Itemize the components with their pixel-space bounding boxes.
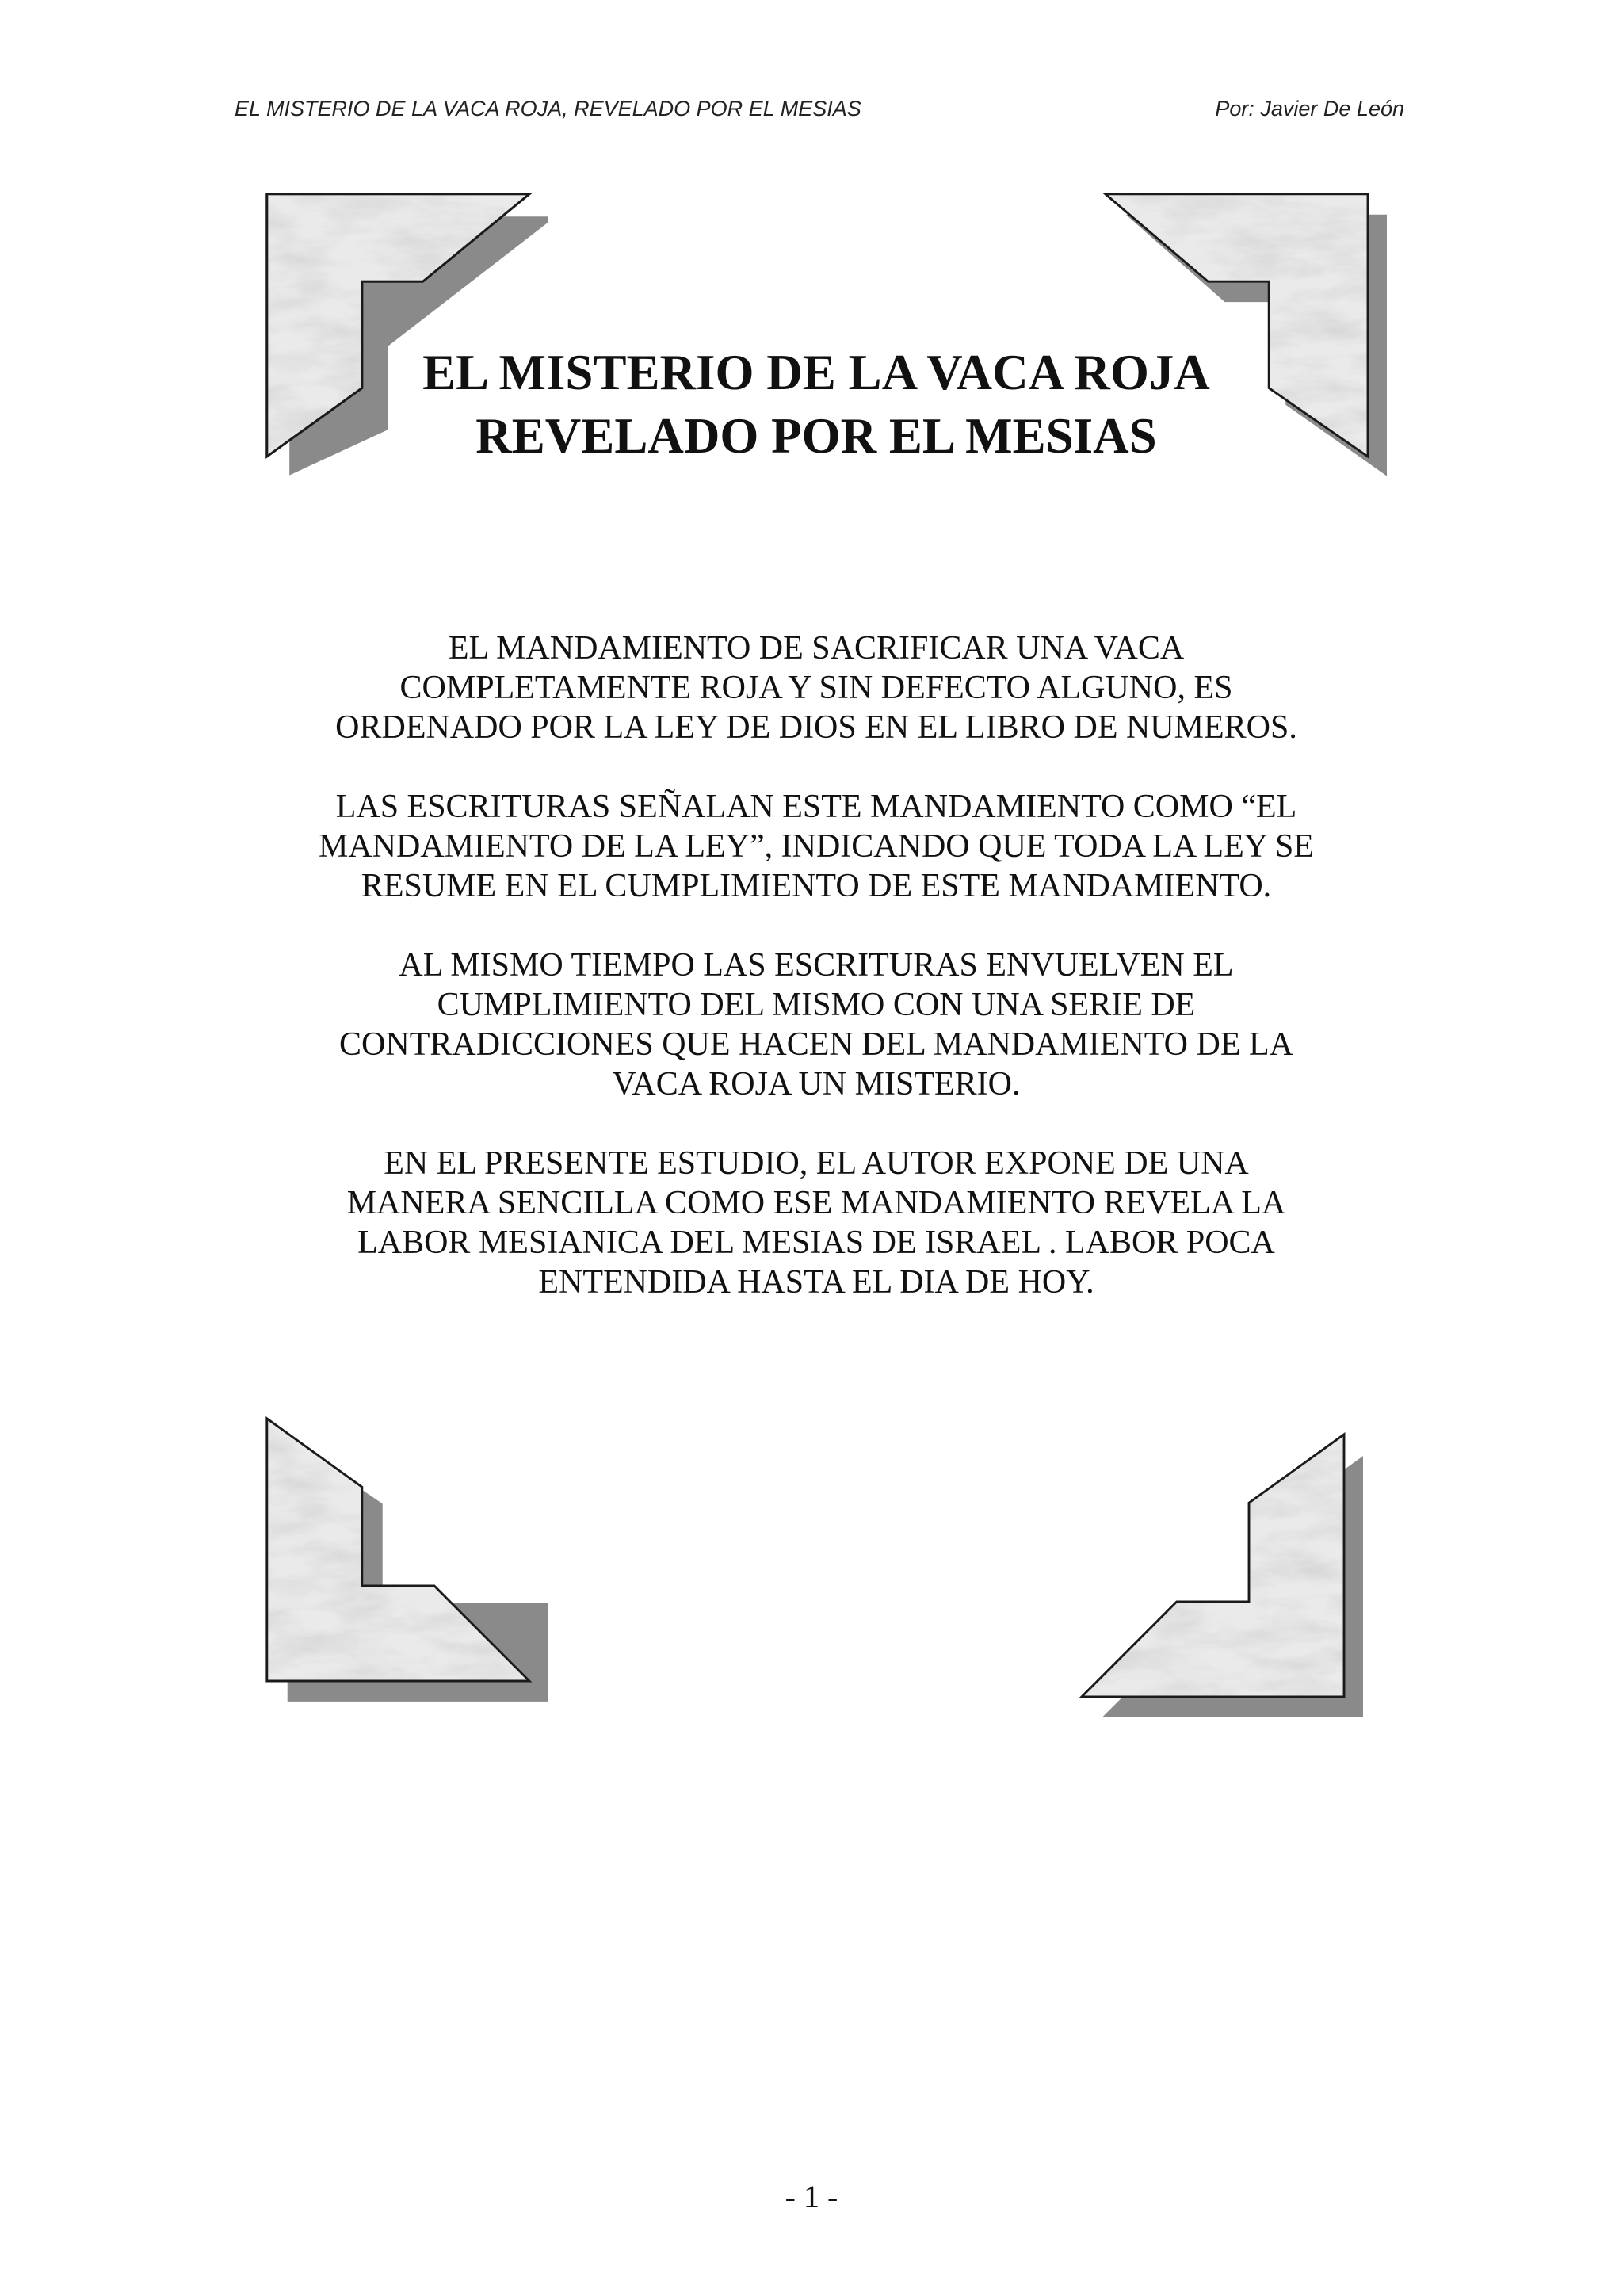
marble-corner-bracket-icon (263, 1415, 548, 1708)
header-document-title: EL MISTERIO DE LA VACA ROJA, REVELADO POR EL MESIAS (235, 97, 861, 120)
paragraph: LAS ESCRITURAS SEÑALAN ESTE MANDAMIENTO COMO “EL MANDAMIENTO DE LA LEY”, INDICANDO QUE TODA LA LEY SE RESUME EN EL CUMPLIMIENTO DE ESTE MANDAMIENTO. (318, 789, 1315, 904)
paragraph: EL MANDAMIENTO DE SACRIFICAR UNA VACA COMPLETAMENTE ROJA Y SIN DEFECTO ALGUNO, ES ORDENADO POR LA LEY DE DIOS EN EL LIBRO DE NUMEROS. (335, 630, 1297, 746)
abstract-text (317, 628, 1316, 1342)
title-line-2: REVELADO POR EL MESIAS (475, 408, 1157, 464)
page-number: - 1 - (785, 2179, 838, 2214)
page-title (349, 341, 1284, 468)
title-line-1: EL MISTERIO DE LA VACA ROJA (422, 345, 1210, 400)
paragraph: AL MISMO TIEMPO LAS ESCRITURAS ENVUELVEN EL CUMPLIMIENTO DEL MISMO CON UNA SERIE DE CONTRADICCIONES QUE HACEN DEL MANDAMIENTO DE LA VACA ROJA UN MISTERIO. (339, 947, 1293, 1102)
marble-corner-bracket-icon (1078, 1431, 1363, 1724)
header-author: Por: Javier De León (1215, 97, 1404, 120)
paragraph: EN EL PRESENTE ESTUDIO, EL AUTOR EXPONE DE UNA MANERA SENCILLA COMO ESE MANDAMIENTO REVELA LA LABOR MESIANICA DEL MESIAS DE ISRAEL . LABOR POCA ENTENDIDA HASTA EL DIA DE HOY. (346, 1145, 1286, 1301)
running-header (235, 97, 1404, 128)
